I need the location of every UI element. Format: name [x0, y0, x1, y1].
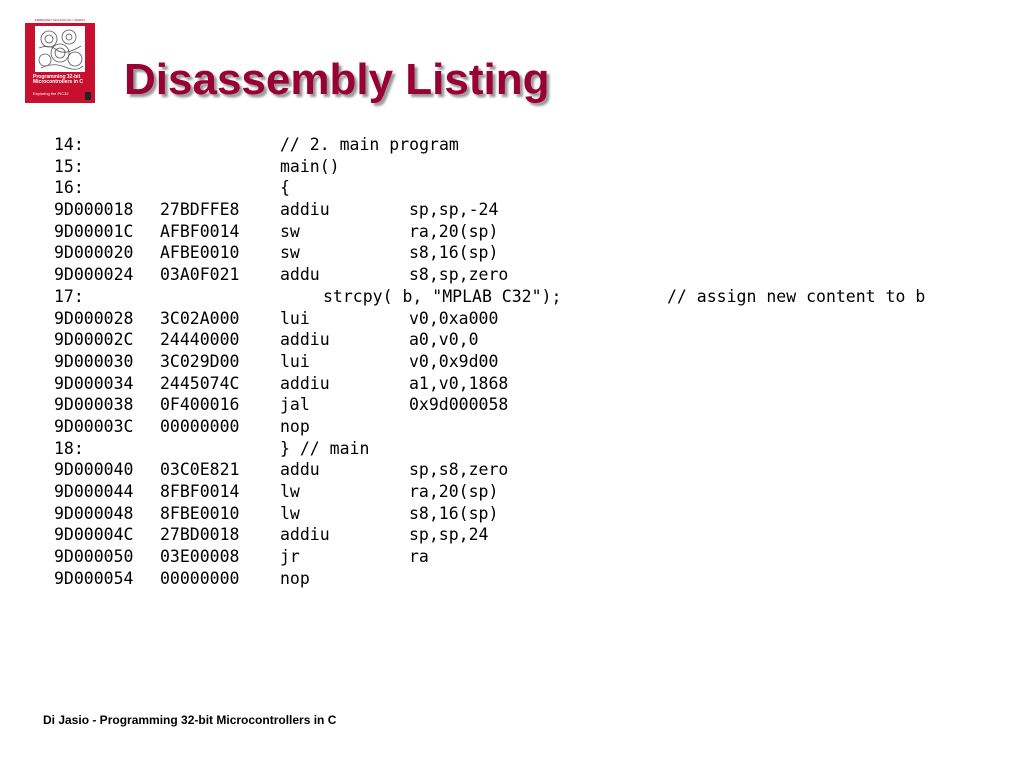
opcode: 0F400016 [160, 395, 240, 415]
operands: sp,sp,24 [409, 525, 489, 545]
operands: s8,16(sp) [409, 503, 499, 523]
book-cover-image [25, 17, 95, 103]
opcode: 24440000 [160, 330, 240, 350]
address: 9D000048 [54, 503, 134, 523]
line-number: 17: [54, 286, 84, 306]
address: 9D00004C [54, 525, 134, 545]
mnemonic: lui [280, 308, 310, 328]
operands: s8,16(sp) [409, 243, 499, 263]
address: 9D000044 [54, 482, 134, 501]
source-text: // 2. main program [280, 135, 459, 154]
address: 9D000020 [54, 243, 134, 263]
address: 9D000018 [54, 200, 134, 220]
address: 9D000028 [54, 308, 134, 328]
operands: ra,20(sp) [409, 221, 499, 241]
operands: a0,v0,0 [409, 330, 479, 350]
address: 9D00003C [54, 416, 134, 436]
address: 9D00002C [54, 330, 134, 350]
opcode: 03E00008 [160, 547, 240, 567]
line-number: 15: [54, 156, 84, 176]
mnemonic: addiu [280, 373, 330, 393]
mnemonic: addiu [280, 200, 330, 220]
operands: sp,s8,zero [409, 460, 509, 480]
mnemonic: addu [280, 460, 320, 480]
opcode: 27BDFFE8 [160, 200, 240, 220]
mnemonic: nop [280, 568, 310, 588]
operands: v0,0x9d00 [409, 351, 499, 371]
mnemonic: lw [280, 503, 300, 523]
operands: sp,sp,-24 [409, 200, 499, 220]
opcode: 8FBF0014 [160, 482, 240, 501]
operands: ra [409, 547, 429, 567]
opcode: 2445074C [160, 373, 240, 393]
opcode: 27BD0018 [160, 525, 240, 545]
book-cover-art [35, 26, 85, 72]
publisher-logo-icon [85, 92, 91, 100]
mnemonic: sw [280, 243, 300, 263]
operands: 0x9d000058 [409, 395, 509, 415]
book-cover-series: EMBEDDED TECHNOLOGY SERIES [25, 17, 95, 23]
source-text: strcpy( b, "MPLAB C32"); [323, 286, 562, 306]
slide-footer: Di Jasio - Programming 32-bit Microcontrollers in C [43, 713, 337, 727]
address: 9D000038 [54, 395, 134, 415]
slide-title: Disassembly Listing [124, 55, 550, 104]
mnemonic: nop [280, 416, 310, 436]
line-number: 16: [54, 178, 84, 198]
mnemonic: addiu [280, 330, 330, 350]
operands: v0,0xa000 [409, 308, 499, 328]
operands: a1,v0,1868 [409, 373, 509, 393]
opcode: 3C029D00 [160, 351, 240, 371]
opcode: 8FBE0010 [160, 503, 240, 523]
mnemonic: lw [280, 482, 300, 501]
line-number: 14: [54, 135, 84, 154]
address: 9D000040 [54, 460, 134, 480]
mnemonic: sw [280, 221, 300, 241]
source-comment: // assign new content to b [667, 286, 926, 306]
opcode: 00000000 [160, 568, 240, 588]
opcode: 3C02A000 [160, 308, 240, 328]
address: 9D000050 [54, 547, 134, 567]
address: 9D00001C [54, 221, 134, 241]
opcode: AFBF0014 [160, 221, 240, 241]
mnemonic: addu [280, 265, 320, 285]
address: 9D000024 [54, 265, 134, 285]
address: 9D000034 [54, 373, 134, 393]
operands: ra,20(sp) [409, 482, 499, 501]
source-text: } // main [280, 438, 370, 458]
opcode: 03A0F021 [160, 265, 240, 285]
source-text: { [280, 178, 290, 198]
address: 9D000030 [54, 351, 134, 371]
mnemonic: lui [280, 351, 310, 371]
mnemonic: addiu [280, 525, 330, 545]
book-cover-title: Programming 32-bit Microcontrollers in C [33, 74, 84, 85]
line-number: 18: [54, 438, 84, 458]
book-cover-subtitle: Exploring the PIC32 [33, 91, 69, 96]
mnemonic: jal [280, 395, 310, 415]
source-text: main() [280, 156, 340, 176]
opcode: 03C0E821 [160, 460, 240, 480]
address: 9D000054 [54, 568, 134, 588]
opcode: AFBE0010 [160, 243, 240, 263]
mnemonic: jr [280, 547, 300, 567]
opcode: 00000000 [160, 416, 240, 436]
operands: s8,sp,zero [409, 265, 509, 285]
